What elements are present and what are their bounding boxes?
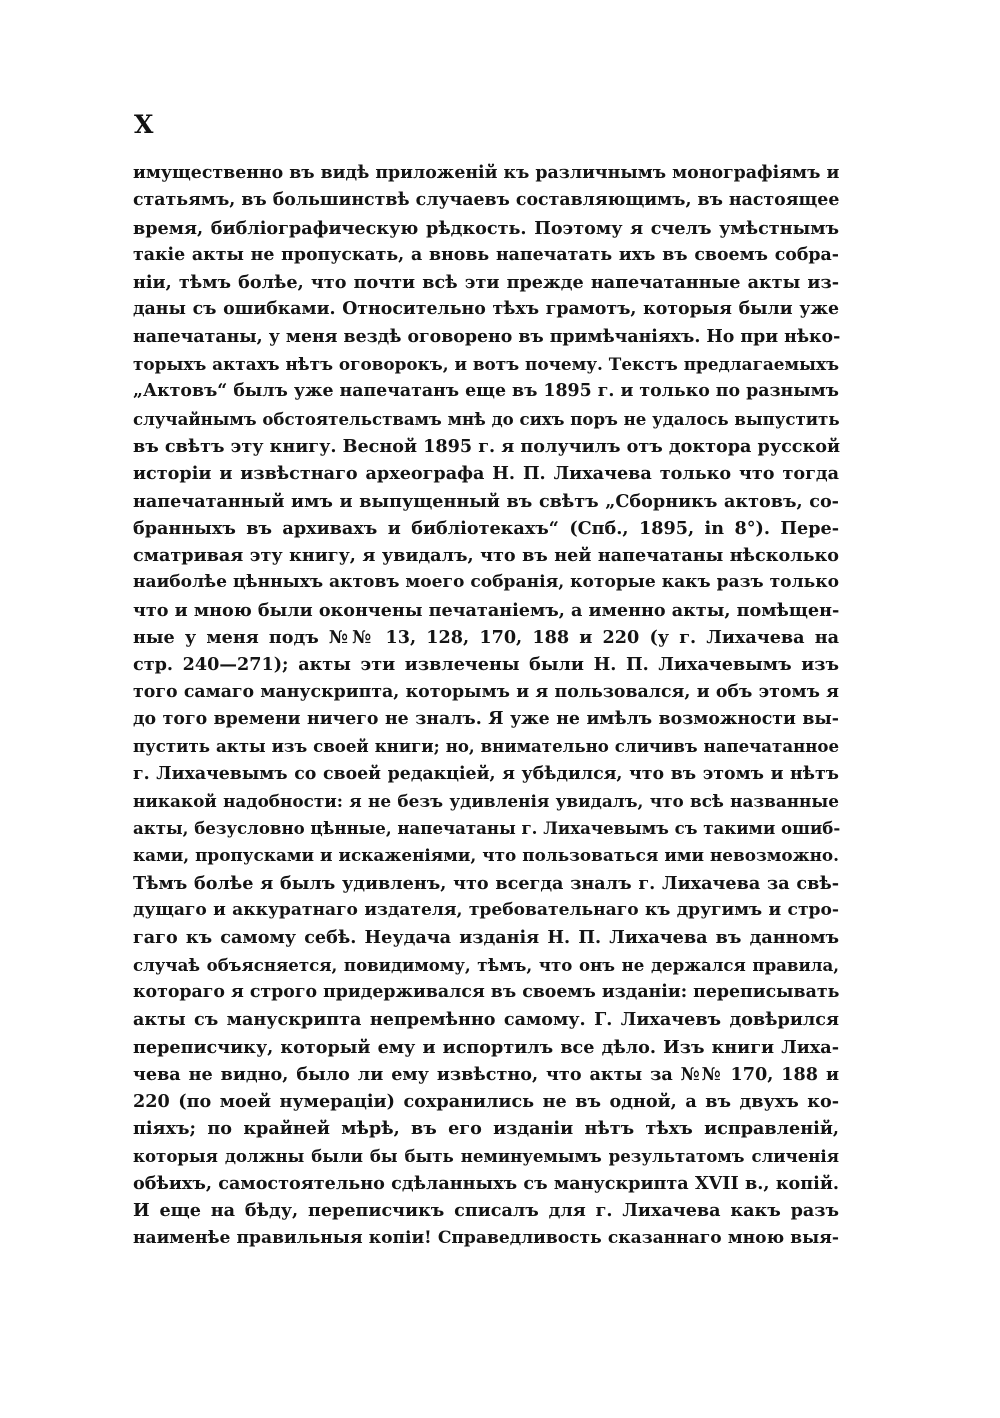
text-line: акты, безусловно цѣнные, напечатаны г. Лихачевымъ съ такими ошиб- xyxy=(133,818,841,839)
text-line: наименѣе правильныя копіи! Справедливость сказаннаго мною выя- xyxy=(133,1227,839,1248)
text-line: что и мною были окончены печатаніемъ, а именно акты, помѣщен- xyxy=(133,599,840,621)
text-line: время, библіографическую рѣдкость. Поэтому я счелъ умѣстнымъ xyxy=(133,217,839,239)
text-line: ками, пропусками и искаженіями, что пользоваться ими невозможно. xyxy=(133,845,839,866)
text-line: переписчику, который ему и испортилъ все дѣло. Изъ книги Лиха- xyxy=(133,1036,839,1058)
text-line: дущаго и аккуратнаго издателя, требовательнаго къ другимъ и стро- xyxy=(133,900,839,921)
text-line: обѣихъ, самостоятельно сдѣланныхъ съ манускрипта XVII в., копій. xyxy=(133,1172,839,1194)
body-text xyxy=(133,160,839,1252)
text-line: исторіи и извѣстнаго археографа Н. П. Лихачева только что тогда xyxy=(133,463,839,485)
text-line: которыя должны были бы быть неминуемымъ результатомъ сличенія xyxy=(133,1145,839,1166)
text-line: случаѣ объясняется, повидимому, тѣмъ, что онъ не держался правила, xyxy=(133,954,839,975)
text-line: ніи, тѣмъ болѣе, что почти всѣ эти прежде напечатанные акты из- xyxy=(133,272,839,294)
text-line: торыхъ актахъ нѣтъ оговорокъ, и вотъ почему. Текстъ предлагаемыхъ xyxy=(133,354,839,375)
text-line: случайнымъ обстоятельствамъ мнѣ до сихъ поръ не удалось выпустить xyxy=(133,408,840,429)
text-line: И еще на бѣду, переписчикъ списалъ для г. Лихачева какъ разъ xyxy=(133,1200,839,1222)
text-line: 220 (по моей нумераціи) сохранились не въ одной, а въ двухъ ко- xyxy=(133,1091,839,1113)
text-line: акты съ манускрипта непремѣнно самому. Г. Лихачевъ довѣрился xyxy=(133,1009,839,1031)
text-line: статьямъ, въ большинствѣ случаевъ составляющимъ, въ настоящее xyxy=(133,190,840,211)
text-line: стр. 240—271); акты эти извлечены были Н. П. Лихачевымъ изъ xyxy=(133,654,839,676)
text-line: чева не видно, было ли ему извѣстно, что акты за №№ 170, 188 и xyxy=(133,1063,839,1085)
text-line: гаго къ самому себѣ. Неудача изданія Н. П. Лихачева въ данномъ xyxy=(133,927,839,949)
text-line: сматривая эту книгу, я увидалъ, что въ ней напечатаны нѣсколько xyxy=(133,545,839,567)
page-number: X xyxy=(134,110,155,139)
text-line: піяхъ; по крайней мѣрѣ, въ его изданіи нѣтъ тѣхъ исправленій, xyxy=(133,1118,839,1140)
text-line: „Актовъ“ былъ уже напечатанъ еще въ 1895 г. и только по разнымъ xyxy=(133,381,839,402)
text-line: наиболѣе цѣнныхъ актовъ моего собранія, которые какъ разъ только xyxy=(133,572,839,593)
text-line: напечатанный имъ и выпущенный въ свѣтъ „Сборникъ актовъ, со- xyxy=(133,490,839,512)
text-line: котораго я строго придерживался въ своемъ изданіи: переписывать xyxy=(133,981,840,1002)
text-line: того самаго манускрипта, которымъ и я пользовался, и объ этомъ я xyxy=(133,681,839,702)
text-line: до того времени ничего не зналъ. Я уже не имѣлъ возможности вы- xyxy=(133,708,839,729)
text-line: такіе акты не пропускать, а вновь напечатать ихъ въ своемъ собра- xyxy=(133,244,839,265)
text-line: ные у меня подъ №№ 13, 128, 170, 188 и 220 (у г. Лихачева на xyxy=(133,627,839,649)
text-line: Тѣмъ болѣе я былъ удивленъ, что всегда зналъ г. Лихачева за свѣ- xyxy=(133,872,839,894)
text-line: никакой надобности: я не безъ удивленія увидалъ, что всѣ названные xyxy=(133,790,839,811)
text-line: г. Лихачевымъ со своей редакціей, я убѣдился, что въ этомъ и нѣтъ xyxy=(133,763,839,784)
text-line: пустить акты изъ своей книги; но, внимательно сличивъ напечатанное xyxy=(133,736,839,757)
text-line: имущественно въ видѣ приложеній къ различнымъ монографіямъ и xyxy=(133,163,840,183)
text-line: напечатаны, у меня вездѣ оговорено въ примѣчаніяхъ. Но при нѣко- xyxy=(133,326,841,347)
text-line: даны съ ошибками. Относительно тѣхъ грамотъ, которыя были уже xyxy=(133,299,839,320)
text-line: въ свѣтъ эту книгу. Весной 1895 г. я получилъ отъ доктора русской xyxy=(133,435,841,457)
text-line: бранныхъ въ архивахъ и библіотекахъ“ (Спб., 1895, in 8°). Пере- xyxy=(133,517,839,539)
